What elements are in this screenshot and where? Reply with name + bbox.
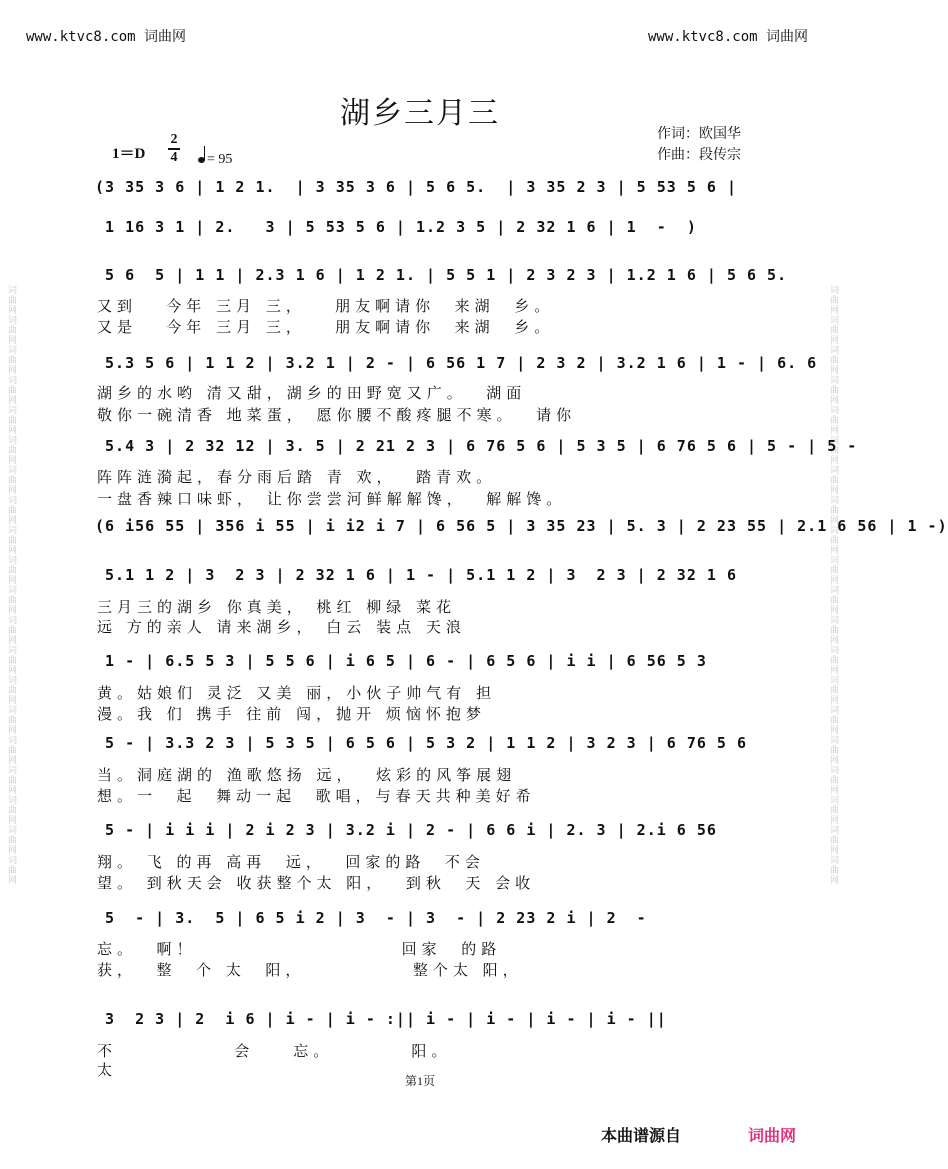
notation-row: 5.3 5 6 | 1 1 2 | 3.2 1 | 2 - | 6 56 1 7 | 2 3 2 | 3.2 1 6 | 1 - | 6. 6 bbox=[95, 354, 818, 372]
site-header-left: www.ktvc8.com 词曲网 bbox=[26, 29, 187, 45]
lyric-line: 敬你一碗清香 地菜蛋， 愿你腰不酸疼腿不寒。 请你 bbox=[97, 406, 577, 424]
notation-row: 5 - | i i i | 2 i 2 3 | 3.2 i | 2 - | 6 6 i | 2. 3 | 2.i 6 56 bbox=[95, 821, 717, 839]
key-signature: 1＝D bbox=[112, 146, 146, 162]
credits bbox=[657, 124, 741, 166]
notation-row: (3 35 3 6 | 1 2 1. | 3 35 3 6 | 5 6 5. | 3 35 2 3 | 5 53 5 6 | bbox=[95, 178, 737, 196]
notation-row: (6 i56 55 | 356 i 55 | i i2 i 7 | 6 56 5 | 3 35 23 | 5. 3 | 2 23 55 | 2.1 6 56 | 1 -) bbox=[95, 517, 948, 535]
notation-row: 3 2 3 | 2 i 6 | i - | i - :|| i - | i - | i - | i - || bbox=[95, 1010, 667, 1028]
brand-logo-text: 词曲网 bbox=[748, 1126, 797, 1145]
page-number: 第1页 bbox=[404, 1074, 435, 1088]
lyric-line: 一盘香辣口味虾， 让你尝尝河鲜解解馋， 解解馋。 bbox=[97, 490, 567, 508]
lyric-line: 太 bbox=[97, 1061, 118, 1079]
lyric-line: 湖乡的水哟 清又甜，湖乡的田野宽又广。 湖面 bbox=[97, 384, 527, 402]
time-signature bbox=[168, 133, 180, 165]
lyric-line: 忘。 啊！ 回家 的路 bbox=[97, 940, 502, 958]
lyric-line: 黄。姑娘们 灵泛 又美 丽，小伙子帅气有 担 bbox=[97, 684, 497, 702]
lyricist: 作词：欧国华 bbox=[657, 126, 741, 142]
notation-row: 1 - | 6.5 5 3 | 5 5 6 | i 6 5 | 6 - | 6 5 6 | i i | 6 56 5 3 bbox=[95, 652, 707, 670]
lyric-line: 不 会 忘。 阳。 bbox=[97, 1042, 452, 1060]
lyric-line: 漫。我 们 携手 往前 闯，抛开 烦恼怀抱梦 bbox=[97, 705, 486, 723]
tempo-marking bbox=[198, 152, 232, 168]
notation-row: 5 - | 3.3 2 3 | 5 3 5 | 6 5 6 | 5 3 2 | 1 1 2 | 3 2 3 | 6 76 5 6 bbox=[95, 734, 747, 752]
lyric-line: 望。 到秋天会 收获整个太 阳， 到秋 天 会收 bbox=[97, 874, 536, 892]
lyric-line: 想。一 起 舞动一起 歌唱，与春天共种美好希 bbox=[97, 787, 536, 805]
tempo-value: = 95 bbox=[207, 152, 233, 167]
notation-row: 5 6 5 | 1 1 | 2.3 1 6 | 1 2 1. | 5 5 1 | 2 3 2 3 | 1.2 1 6 | 5 6 5. bbox=[95, 266, 788, 284]
side-watermark-right: 词曲网词曲网词曲网词曲网词曲网词曲网词曲网词曲网词曲网词曲网词曲网词曲网词曲网词曲网词曲网词曲网词曲网词曲网词曲网词曲网 bbox=[828, 284, 838, 885]
lyric-line: 获， 整 个 太 阳， 整个太 阳， bbox=[97, 961, 523, 979]
lyric-line: 又是 今年 三月 三， 朋友啊请你 来湖 乡。 bbox=[97, 318, 555, 336]
composer: 作曲：段传宗 bbox=[657, 147, 741, 163]
quarter-note-icon bbox=[198, 157, 205, 163]
notation-row: 1 16 3 1 | 2. 3 | 5 53 5 6 | 1.2 3 5 | 2 32 1 6 | 1 - ) bbox=[95, 218, 697, 236]
time-top: 2 bbox=[170, 132, 178, 147]
lyric-line: 翔。 飞 的再 高再 远， 回家的路 不会 bbox=[97, 853, 485, 871]
lyric-line: 阵阵涟漪起，春分雨后踏 青 欢， 踏青欢。 bbox=[97, 468, 497, 486]
lyric-line: 当。洞庭湖的 渔歌悠扬 远， 炫彩的风筝展翅 bbox=[97, 766, 517, 784]
notation-row: 5.4 3 | 2 32 12 | 3. 5 | 2 21 2 3 | 6 76 5 6 | 5 3 5 | 6 76 5 6 | 5 - | 5 - bbox=[95, 437, 858, 455]
lyric-line: 远 方的亲人 请来湖乡， 白云 装点 天浪 bbox=[97, 618, 466, 636]
notation-row: 5 - | 3. 5 | 6 5 i 2 | 3 - | 3 - | 2 23 2 i | 2 - bbox=[95, 909, 647, 927]
site-header-right: www.ktvc8.com 词曲网 bbox=[647, 29, 808, 45]
time-bottom: 4 bbox=[170, 150, 178, 165]
source-label: 本曲谱源自 bbox=[601, 1126, 682, 1145]
song-title: 湖乡三月三 bbox=[340, 96, 500, 131]
lyric-line: 又到 今年 三月 三， 朋友啊请你 来湖 乡。 bbox=[97, 297, 555, 315]
side-watermark-left: 词曲网词曲网词曲网词曲网词曲网词曲网词曲网词曲网词曲网词曲网词曲网词曲网词曲网词曲网词曲网词曲网词曲网词曲网词曲网词曲网 bbox=[6, 284, 16, 885]
notation-row: 5.1 1 2 | 3 2 3 | 2 32 1 6 | 1 - | 5.1 1 2 | 3 2 3 | 2 32 1 6 bbox=[95, 566, 737, 584]
lyric-line: 三月三的湖乡 你真美， 桃红 柳绿 菜花 bbox=[97, 598, 457, 616]
